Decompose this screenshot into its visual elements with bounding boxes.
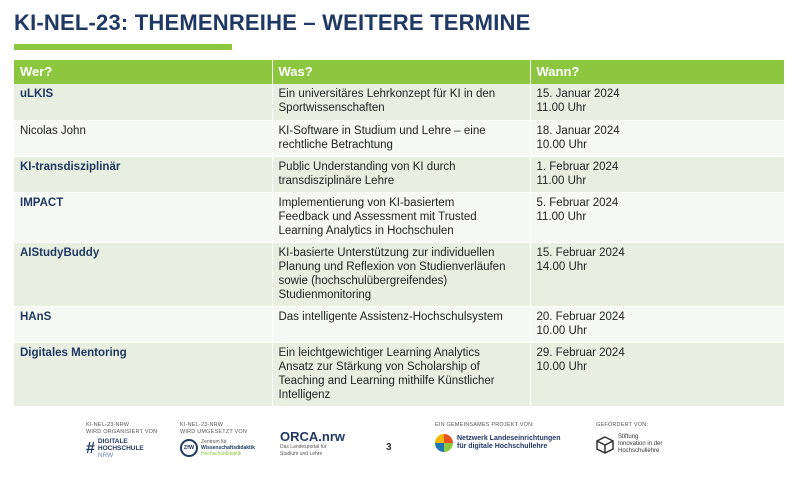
- schedule-table: [14, 60, 785, 407]
- cell-what: Ein universitäres Lehrkonzept für KI in den Sportwissenschaften: [272, 84, 530, 120]
- table-row: [14, 192, 784, 242]
- cell-who: uLKIS: [14, 84, 272, 120]
- header-who: Wer?: [14, 60, 272, 84]
- cell-what: Ein leichtgewichtiger Learning Analytics Ansatz zur Stärkung von Scholarship of Teaching and Learning mithilfe Künstlicher Intelligenz: [272, 342, 530, 406]
- cell-when: 15. Februar 2024 14.00 Uhr: [530, 242, 784, 306]
- stiftung-logo: Stiftung Innovation in der Hochschullehre: [618, 434, 663, 454]
- zfw-logo: Zentrum für Wissenschaftsdidaktik Hochschuldidaktik: [201, 439, 255, 457]
- cell-what: KI-Software in Studium und Lehre – eine rechtliche Betrachtung: [272, 120, 530, 156]
- page-number: 3: [386, 442, 392, 453]
- title-underline: [14, 44, 232, 50]
- header-what: Was?: [272, 60, 530, 84]
- cell-when: 1. Februar 2024 11.00 Uhr: [530, 156, 784, 192]
- table-row: [14, 242, 784, 306]
- header-when: Wann?: [530, 60, 784, 84]
- org5-block: GEFÖRDERT VON: Stiftung Innovation in der Hochschullehre: [596, 422, 663, 454]
- cell-when: 29. Februar 2024 10.00 Uhr: [530, 342, 784, 406]
- cell-who: Digitales Mentoring: [14, 342, 272, 406]
- cell-when: 5. Februar 2024 11.00 Uhr: [530, 192, 784, 242]
- table-row: [14, 306, 784, 342]
- org1-block: KI-NEL-23-NRW WIRD ORGANISIERT VON # DIGITALE HOCHSCHULE NRW: [86, 422, 158, 459]
- cell-when: 18. Januar 2024 10.00 Uhr: [530, 120, 784, 156]
- cell-who: KI-transdisziplinär: [14, 156, 272, 192]
- cell-what: Public Understanding von KI durch transdisziplinäre Lehre: [272, 156, 530, 192]
- orca-logo: ORCA.nrw: [280, 429, 345, 444]
- org3-block: ORCA.nrw Das Landesportal für Studium und Lehre: [280, 429, 345, 457]
- hashtag-icon: #: [86, 440, 95, 457]
- cell-who: IMPACT: [14, 192, 272, 242]
- footer-logos: [0, 420, 800, 480]
- network-logo-icon: [435, 434, 453, 452]
- cell-what: Das intelligente Assistenz-Hochschulsystem: [272, 306, 530, 342]
- cell-who: Nicolas John: [14, 120, 272, 156]
- cell-when: 15. Januar 2024 11.00 Uhr: [530, 84, 784, 120]
- network-logo: Netzwerk Landeseinrichtungen für digitale Hochschullehre: [457, 435, 561, 450]
- digitale-hochschule-logo: DIGITALE HOCHSCHULE NRW: [97, 438, 144, 459]
- cell-who: AIStudyBuddy: [14, 242, 272, 306]
- table-row: [14, 120, 784, 156]
- org2-block: KI-NEL-23-NRW WIRD UMGESETZT VON ZfW Zentrum für Wissenschaftsdidaktik Hochschuldidaktik: [180, 422, 255, 457]
- stiftung-logo-icon: [596, 436, 614, 454]
- cell-who: HAnS: [14, 306, 272, 342]
- table-row: [14, 84, 784, 120]
- table-row: [14, 342, 784, 406]
- zfw-logo-icon: ZfW: [180, 439, 198, 457]
- page-title: KI-NEL-23: THEMENREIHE – WEITERE TERMINE: [14, 10, 531, 35]
- cell-what: Implementierung von KI-basiertem Feedback und Assessment mit Trusted Learning Analytics in Hochschulen: [272, 192, 530, 242]
- table-row: [14, 156, 784, 192]
- cell-what: KI-basierte Unterstützung zur individuellen Planung und Reflexion von Studienverläufen sowie (hochschulübergreifendes) Studienmonitoring: [272, 242, 530, 306]
- table-header-row: [14, 60, 784, 84]
- org4-block: EIN GEMEINSAMES PROJEKT VON: Netzwerk Landeseinrichtungen für digitale Hochschullehre: [435, 422, 561, 450]
- cell-when: 20. Februar 2024 10.00 Uhr: [530, 306, 784, 342]
